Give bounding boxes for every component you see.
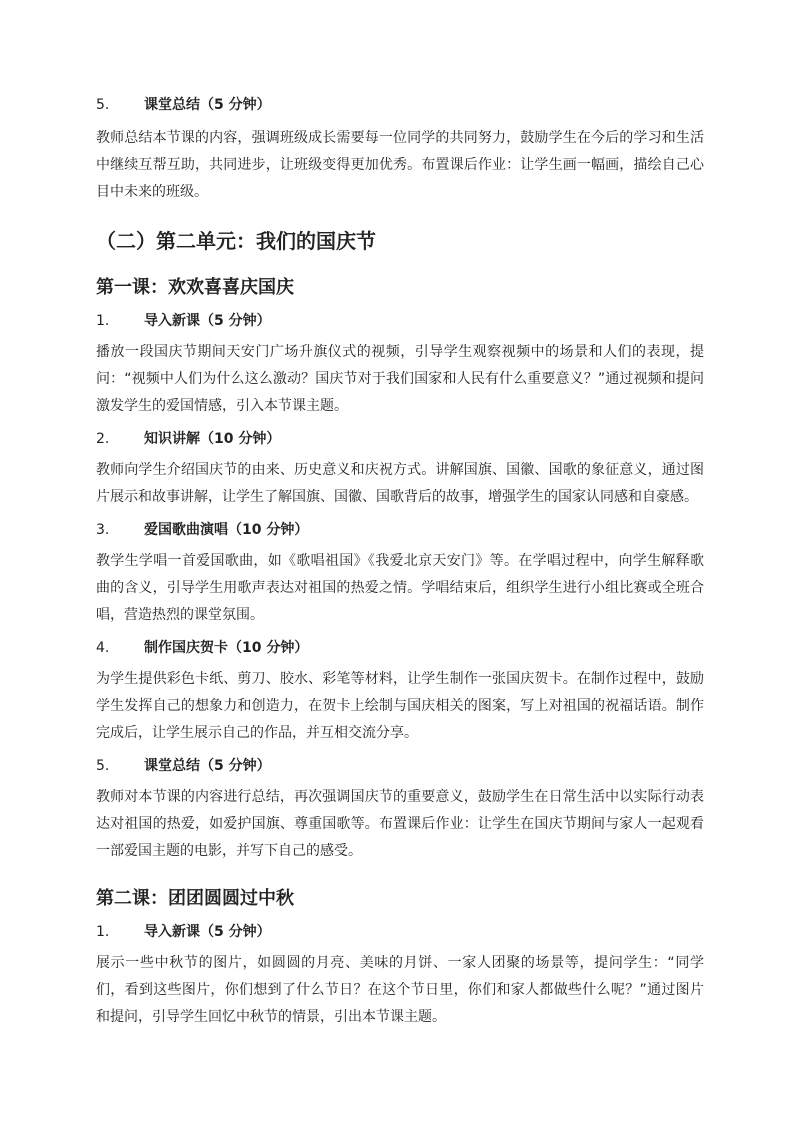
- step-label: 制作国庆贺卡（10 分钟）: [144, 640, 309, 656]
- lesson-heading: 第二课：团团圆圆过中秋: [96, 888, 294, 909]
- step-paragraph: 教师总结本节课的内容，强调班级成长需要每一位同学的共同努力，鼓励学生在今后的学习和生活中继续互帮互助，共同进步，让班级变得更加优秀。布置课后作业：让学生画一幅画，描绘自己心目中未来的班级。: [96, 130, 704, 200]
- step-heading: [96, 637, 704, 659]
- step-label: 课堂总结（5 分钟）: [144, 758, 271, 774]
- step-label: 导入新课（5 分钟）: [144, 924, 271, 940]
- step-label: 知识讲解（10 分钟）: [144, 431, 281, 447]
- step-number: 3.: [96, 522, 110, 538]
- lesson-heading: 第一课：欢欢喜喜庆国庆: [96, 277, 294, 298]
- step-paragraph: 播放一段国庆节期间天安门广场升旗仪式的视频，引导学生观察视频中的场景和人们的表现，提问：“视频中人们为什么这么激动？国庆节对于我们国家和人民有什么重要意义？”通过视频和提问激发学生的爱国情感，引入本节课主题。: [96, 344, 704, 414]
- step-heading: [96, 428, 704, 450]
- step-paragraph: 展示一些中秋节的图片，如圆圆的月亮、美味的月饼、一家人团聚的场景等，提问学生：“同学们，看到这些图片，你们想到了什么节日？在这个节日里，你们和家人都做些什么呢？”通过图片和提问，引导学生回忆中秋节的情景，引出本节课主题。: [96, 955, 704, 1025]
- step-heading: [96, 755, 704, 777]
- step-heading: [96, 519, 704, 541]
- step-heading: [96, 310, 704, 332]
- step-number: 5.: [96, 758, 110, 774]
- step-paragraph: 教师对本节课的内容进行总结，再次强调国庆节的重要意义，鼓励学生在日常生活中以实际行动表达对祖国的热爱，如爱护国旗、尊重国歌等。布置课后作业：让学生在国庆节期间与家人一起观看一部爱国主题的电影，并写下自己的感受。: [96, 789, 704, 859]
- unit-heading: （二）第二单元：我们的国庆节: [96, 229, 376, 253]
- step-number: 5.: [96, 97, 110, 113]
- document-content: [96, 94, 704, 1031]
- step-label: 爱国歌曲演唱（10 分钟）: [144, 522, 309, 538]
- step-number: 4.: [96, 640, 110, 656]
- step-paragraph: 为学生提供彩色卡纸、剪刀、胶水、彩笔等材料，让学生制作一张国庆贺卡。在制作过程中，鼓励学生发挥自己的想象力和创造力，在贺卡上绘制与国庆相关的图案，写上对祖国的祝福话语。制作完成后，让学生展示自己的作品，并互相交流分享。: [96, 671, 704, 741]
- step-label: 课堂总结（5 分钟）: [144, 97, 271, 113]
- step-number: 1.: [96, 924, 110, 940]
- step-label: 导入新课（5 分钟）: [144, 313, 271, 329]
- step-number: 1.: [96, 313, 110, 329]
- step-paragraph: 教师向学生介绍国庆节的由来、历史意义和庆祝方式。讲解国旗、国徽、国歌的象征意义，通过图片展示和故事讲解，让学生了解国旗、国徽、国歌背后的故事，增强学生的国家认同感和自豪感。: [96, 462, 704, 505]
- step-heading: [96, 94, 704, 116]
- step-number: 2.: [96, 431, 110, 447]
- step-paragraph: 教学生学唱一首爱国歌曲，如《歌唱祖国》《我爱北京天安门》等。在学唱过程中，向学生解释歌曲的含义，引导学生用歌声表达对祖国的热爱之情。学唱结束后，组织学生进行小组比赛或全班合唱，营造热烈的课堂氛围。: [96, 553, 704, 623]
- step-heading: [96, 921, 704, 943]
